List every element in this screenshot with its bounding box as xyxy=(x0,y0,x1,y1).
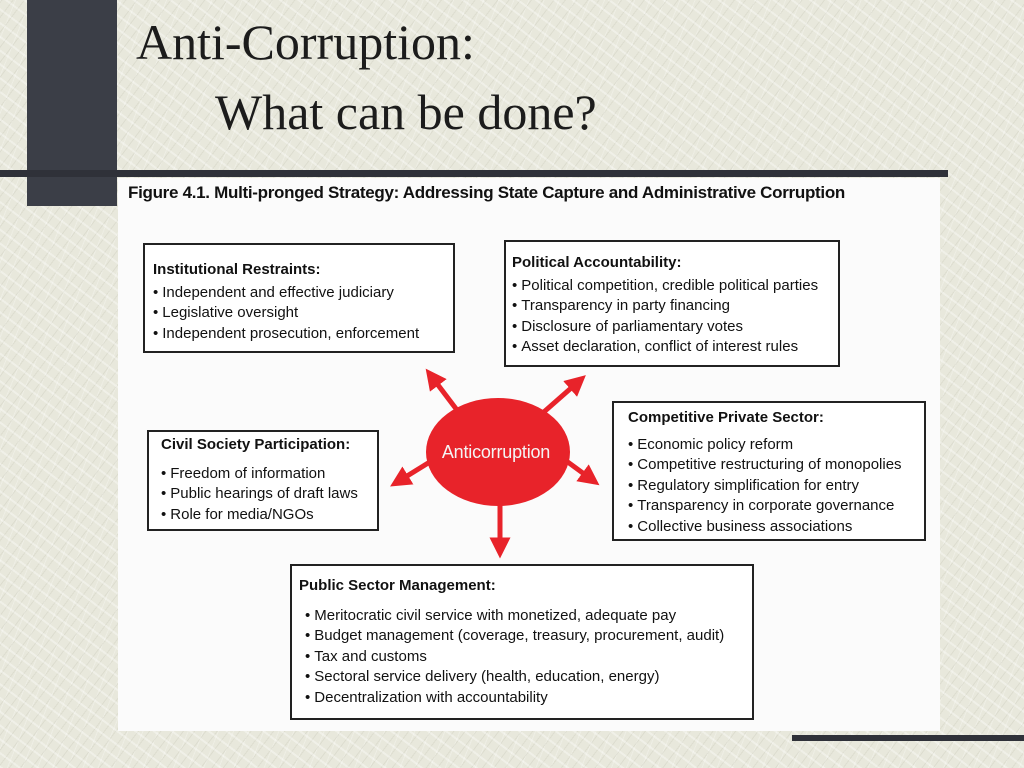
list-item: • Regulatory simplification for entry xyxy=(628,476,916,497)
civil-society-participation-box xyxy=(147,430,379,531)
arrow-to-competitive xyxy=(565,460,591,479)
list-item: • Role for media/NGOs xyxy=(161,505,369,526)
hub-label: Anticorruption xyxy=(441,442,551,462)
public-sector-management-box xyxy=(290,564,754,720)
list-item: • Independent and effective judiciary xyxy=(153,283,445,304)
list-item: • Decentralization with accountability xyxy=(299,688,744,709)
institutional-restraints-box xyxy=(143,243,455,353)
list-item: • Transparency in party financing xyxy=(512,296,830,317)
box-heading: Public Sector Management: xyxy=(299,577,496,594)
slide-title xyxy=(136,14,597,140)
list-item: • Public hearings of draft laws xyxy=(161,484,369,505)
list-item: • Disclosure of parliamentary votes xyxy=(512,317,830,338)
list-item: • Asset declaration, conflict of interest rules xyxy=(512,337,830,358)
title-line-1: Anti-Corruption: xyxy=(136,14,475,70)
bottom-divider-rule xyxy=(792,735,1024,741)
list-item: • Economic policy reform xyxy=(628,435,916,456)
list-item: • Sectoral service delivery (health, education, energy) xyxy=(299,667,744,688)
list-item: • Independent prosecution, enforcement xyxy=(153,324,445,345)
box-heading: Civil Society Participation: xyxy=(161,436,351,453)
box-heading: Political Accountability: xyxy=(512,254,682,271)
political-accountability-box xyxy=(504,240,840,367)
list-item: • Budget management (coverage, treasury, procurement, audit) xyxy=(299,626,744,647)
list-item: • Competitive restructuring of monopolies xyxy=(628,455,916,476)
competitive-private-sector-box xyxy=(612,401,926,541)
title-line-2: What can be done? xyxy=(215,84,597,140)
list-item: • Political competition, credible political parties xyxy=(512,276,830,297)
list-item: • Tax and customs xyxy=(299,647,744,668)
list-item: • Transparency in corporate governance xyxy=(628,496,916,517)
box-heading: Competitive Private Sector: xyxy=(628,409,824,426)
list-item: • Legislative oversight xyxy=(153,303,445,324)
figure-caption: Figure 4.1. Multi-pronged Strategy: Addressing State Capture and Administrative Corruption xyxy=(128,183,845,202)
top-divider-rule xyxy=(0,170,948,177)
list-item: • Collective business associations xyxy=(628,517,916,538)
list-item: • Meritocratic civil service with monetized, adequate pay xyxy=(299,606,744,627)
figure-panel xyxy=(118,178,940,731)
list-item: • Freedom of information xyxy=(161,464,369,485)
box-heading: Institutional Restraints: xyxy=(153,261,321,278)
